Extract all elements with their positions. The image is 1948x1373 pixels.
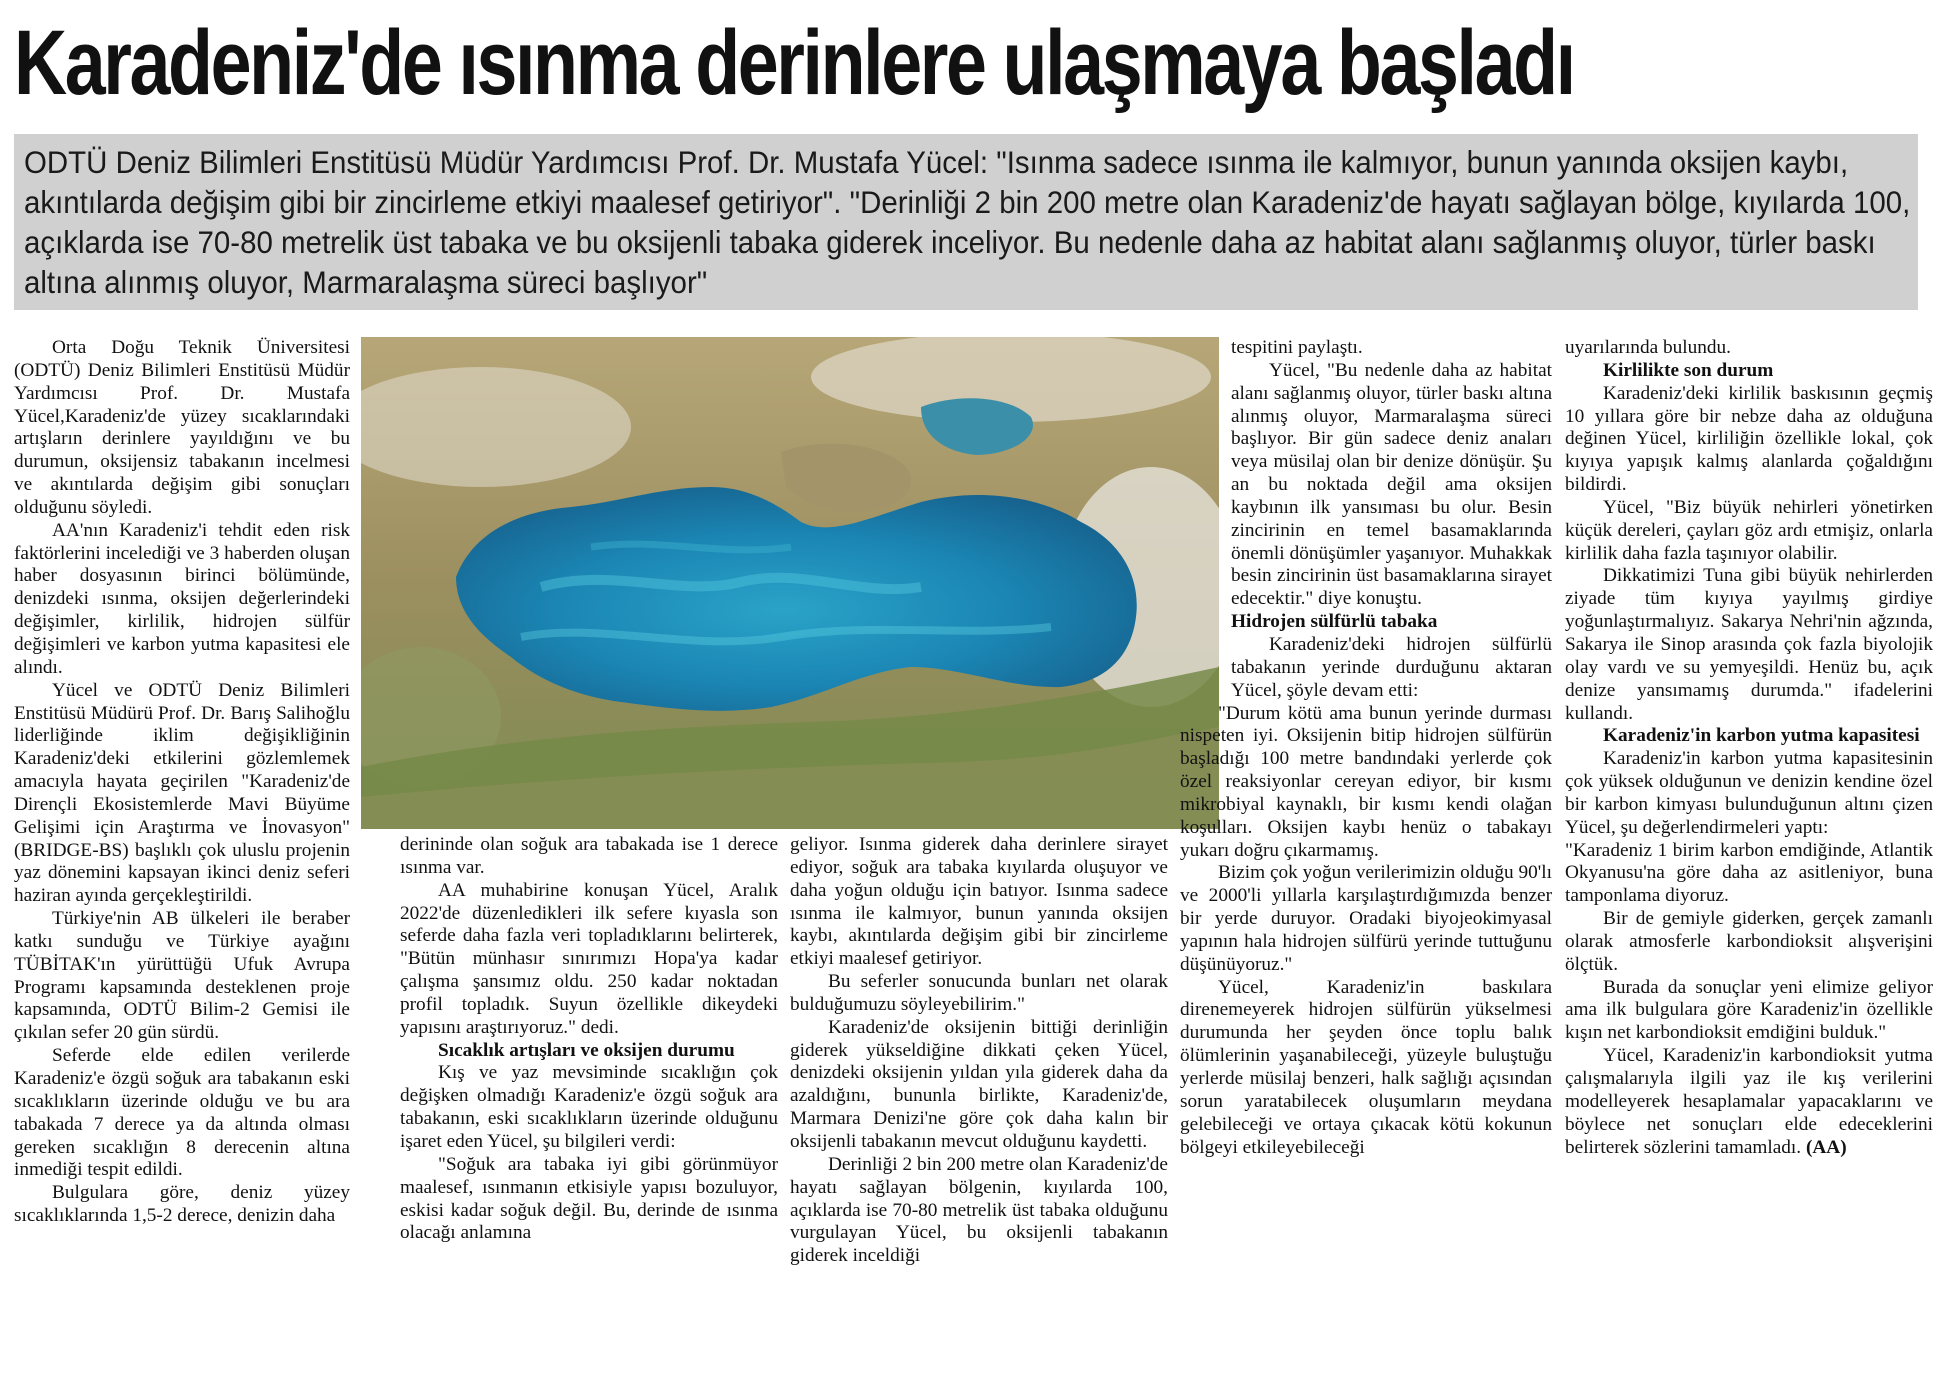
paragraph: Derinliği 2 bin 200 metre olan Karadeniz'de hayatı sağlayan bölgenin, kıyılarda 100, açıklarda ise 70-80 metrelik üst tabaka olduğunu vurgulayan Yücel, bu oksijenli tabakanın giderek inceldiği (790, 1153, 1168, 1267)
subheading: Kirlilikte son durum (1603, 359, 1774, 381)
article-column-3 (790, 834, 1168, 1268)
paragraph: uyarılarında bulundu. (1565, 337, 1731, 358)
paragraph: Karadeniz'deki kirlilik baskısının geçmiş 10 yıllara göre bir nebze daha az olduğuna değinen Yücel, kirliliğin özellikle lokal, çok kıyıya yapışık kalmış alanlarda çoğaldığını bildirdi. (1565, 382, 1933, 496)
paragraph: AA muhabirine konuşan Yücel, Aralık 2022'de düzenledikleri ilk sefere kıyasla son seferde daha fazla veri topladıklarını belirterek, "Bütün münhasır sınırımızı Hopa'ya kadar çalışma şansımız oldu. 250 kadar noktadan profil topladık. Suyun özellikle dikeydeki yapısını araştırıyoruz." dedi. (400, 879, 778, 1038)
article-column-5 (1565, 337, 1933, 1159)
paragraph: geliyor. Isınma giderek daha derinlere sirayet ediyor, soğuk ara tabaka kıyılarda oluşuyor ve daha yoğun olduğu için batıyor. Isınma sadece ısınma ile kalmıyor, bunun yanında oksijen kaybı, akıntılarda değişim gibi bir zincirleme etkiyi maalesef getiriyor. (790, 834, 1168, 970)
paragraph: Yücel, Karadeniz'in baskılara direnemeyerek hidrojen sülfürün yükselmesi durumunda her şeyden önce toplu balık ölümlerinin yaşanabileceği, yüzeyle buluştuğu yerlerde müsilaj benzeri, halk sağlığı açısından sorun yaratabilecek oluşumların meydana gelebileceği ve ortaya çıkacak kötü kokunun bölgeyi etkileyebileceği (1180, 976, 1552, 1158)
article-column-1 (14, 337, 350, 1228)
headline: Karadeniz'de ısınma derinlere ulaşmaya başladı (14, 12, 1574, 114)
article-column-4 (1180, 337, 1552, 1159)
paragraph: Karadeniz'deki hidrojen sülfürlü tabakanın yerinde durduğunu aktaran Yücel, şöyle devam etti: (1231, 633, 1552, 701)
black-sea-satellite-image (361, 337, 1219, 829)
paragraph: Bu seferler sonucunda bunları net olarak bulduğumuzu söyleyebilirim." (790, 971, 1168, 1015)
paragraph: Türkiye'nin AB ülkeleri ile beraber katkı sunduğu ve Türkiye ayağını TÜBİTAK'ın yürüttüğü Ufuk Avrupa Programı kapsamında desteklenen proje kapsamında, ODTÜ Bilim-2 Gemisi ile çıkılan sefer 20 gün sürdü. (14, 908, 350, 1044)
black-sea-satellite-photo (361, 337, 1219, 829)
paragraph: Dikkatimizi Tuna gibi büyük nehirlerden ziyade tüm kıyıya yayılmış girdiye yoğunlaştırmalıyız. Sakarya Nehri'nin ağzında, Sakarya ile Sinop arasında çok fazla biyolojik olay vardı ve su yemyeşildi. Henüz bu, açık denize yansımamış durumda." ifadelerini kullandı. (1565, 565, 1933, 724)
paragraph: "Soğuk ara tabaka iyi gibi görünmüyor maalesef, ısınmanın etkisiyle yapısı bozuluyor, eskisi kadar soğuk değil. Bu, derinde de ısınma olacağı anlamına (400, 1153, 778, 1244)
paragraph (1565, 1045, 1933, 1159)
paragraph: "Karadeniz 1 birim karbon emdiğinde, Atlantik Okyanusu'na göre daha az asitleniyor, buna tamponlama diyoruz. (1565, 839, 1933, 907)
paragraph: Seferde elde edilen verilerde Karadeniz'e özgü soğuk ara tabakanın eski sıcaklıkların üzerinde olduğu ve bu ara tabakada 7 derece ya da altında olması gereken sıcaklığın 8 derecenin altına inmediği tespit edildi. (14, 1045, 350, 1181)
article-column-2 (400, 834, 778, 1245)
subheading: Hidrojen sülfürlü tabaka (1231, 611, 1438, 633)
paragraph: AA'nın Karadeniz'i tehdit eden risk faktörlerini incelediği ve 3 haberden oluşan haber dosyasının birinci bölümünde, denizdeki ısınma, oksijen değerlerindeki değişimler, kirlilik, hidrojen sülfür değişimleri ve karbon yutma kapasitesi ele alındı. (14, 519, 350, 678)
paragraph: Orta Doğu Teknik Üniversitesi (ODTÜ) Deniz Bilimleri Enstitüsü Müdür Yardımcısı Prof. Dr. Mustafa Yücel,Karadeniz'de yüzey sıcaklarındaki artışların derinlere yayıldığını ve bu durumun, oksijensiz tabakanın incelmesi ve akıntılarda değişim gibi sonuçları olduğunu söyledi. (14, 337, 350, 518)
paragraph: "Durum kötü ama bunun yerinde durması nispeten iyi. Oksijenin bitip hidrojen sülfürün başladığı 100 metre bandındaki yerlerde çok özel reaksiyonlar cereyan ediyor, bir kısmı mikrobiyal kaynaklı, bir kısmı kendi olağan koşulları. Oksijen kaybı henüz o tabakayı yukarı doğru çıkarmamış. (1180, 702, 1552, 861)
paragraph: derininde olan soğuk ara tabakada ise 1 derece ısınma var. (400, 834, 778, 878)
paragraph: Yücel, "Bu nedenle daha az habitat alanı sağlanmış oluyor, türler baskı altına alınmış oluyor, Marmaralaşma süreci başlıyor. Bir gün sadece deniz anaları veya müsilaj olan bir denize dönüşür. Şu an bu noktada değil ama oksijen kaybının ilk yansıması bu olur. Besin zincirinin en temel basamaklarında önemli dönüşümler yaşanıyor. Muhakkak besin zincirinin üst basamaklarına sirayet edecektir." diye konuştu. (1231, 359, 1552, 610)
subheading: Karadeniz'in karbon yutma kapasitesi (1603, 725, 1920, 747)
paragraph-text: Yücel, Karadeniz'in karbondioksit yutma çalışmalarıyla ilgili yaz ile kış verilerini modelleyerek hesaplamalar yapacaklarını ve böylece net sonuçları elde edeceklerini belirterek sözlerini tamamladı. (1565, 1045, 1933, 1158)
paragraph: Bir de gemiyle giderken, gerçek zamanlı olarak atmosferle karbondioksit alışverişini ölçtük. (1565, 908, 1933, 975)
spot-text: ODTÜ Deniz Bilimleri Enstitüsü Müdür Yardımcısı Prof. Dr. Mustafa Yücel: "Isınma sadece ısınma ile kalmıyor, bunun yanında oksijen kaybı, akıntılarda değişim gibi bir zincirleme etkiyi maalesef getiriyor". "Derinliği 2 bin 200 metre olan Karadeniz'de hayatı sağlayan bölge, kıyılarda 100, açıklarda ise 70-80 metrelik üst tabaka ve bu oksijenli tabaka giderek inceliyor. Bu nedenle daha az habitat alanı sağlanmış oluyor, türler baskı altına alınmış oluyor, Marmaralaşma süreci başlıyor" (24, 144, 1911, 300)
paragraph: Kış ve yaz mevsiminde sıcaklığın çok değişken olmadığı Karadeniz'e özgü soğuk ara tabakanın, eski sıcaklıkların üzerinde olduğunu işaret eden Yücel, şu bilgileri verdi: (400, 1062, 778, 1152)
paragraph: Bizim çok yoğun verilerimizin olduğu 90'lı ve 2000'li yıllarla karşılaştırdığımızda benzer bir yerde duruyor. Oradaki biyojeokimyasal yapının hala hidrojen sülfürü yerinde tuttuğunu düşünüyoruz." (1180, 862, 1552, 975)
spot-box (14, 134, 1918, 310)
source-credit: (AA) (1805, 1136, 1847, 1158)
paragraph: Bulgulara göre, deniz yüzey sıcaklıklarında 1,5-2 derece, denizin daha (14, 1182, 350, 1227)
paragraph: Karadeniz'in karbon yutma kapasitesinin çok yüksek olduğunun ve denizin kendine özel bir karbon kimyası bulunduğunun altını çizen Yücel, şu değerlendirmeleri yaptı: (1565, 748, 1933, 838)
paragraph: Yücel ve ODTÜ Deniz Bilimleri Enstitüsü Müdürü Prof. Dr. Barış Salihoğlu liderliğinde iklim değişikliğinin Karadeniz'deki etkilerini gözlemlemek amacıyla hayata geçirilen "Karadeniz'de Dirençli Ekosistemlerde Mavi Büyüme Gelişimi için Araştırma ve İnovasyon" (BRIDGE-BS) başlıklı çok uluslu projenin yaz dönemini kapsayan ikinci deniz seferi haziran ayında gerçekleştirildi. (14, 679, 350, 907)
paragraph: Burada da sonuçlar yeni elimize geliyor ama ilk bulgulara göre Karadeniz'in özellikle kışın net karbondioksit emdiğini bulduk." (1565, 976, 1933, 1044)
paragraph: Karadeniz'de oksijenin bittiği derinliğin giderek yükseldiğine dikkati çeken Yücel, denizdeki oksijenin yıldan yıla giderek daha da azaldığını, bununla birlikte, Karadeniz'de, Marmara Denizi'ne göre çok daha kalın bir oksijenli tabakanın mevcut olduğunu kaydetti. (790, 1016, 1168, 1152)
paragraph: Yücel, "Biz büyük nehirleri yönetirken küçük dereleri, çayları göz ardı etmişiz, onlarla kirlilik daha fazla taşınıyor olabilir. (1565, 496, 1933, 564)
paragraph: tespitini paylaştı. (1231, 337, 1363, 358)
subheading: Sıcaklık artışları ve oksijen durumu (438, 1039, 735, 1061)
